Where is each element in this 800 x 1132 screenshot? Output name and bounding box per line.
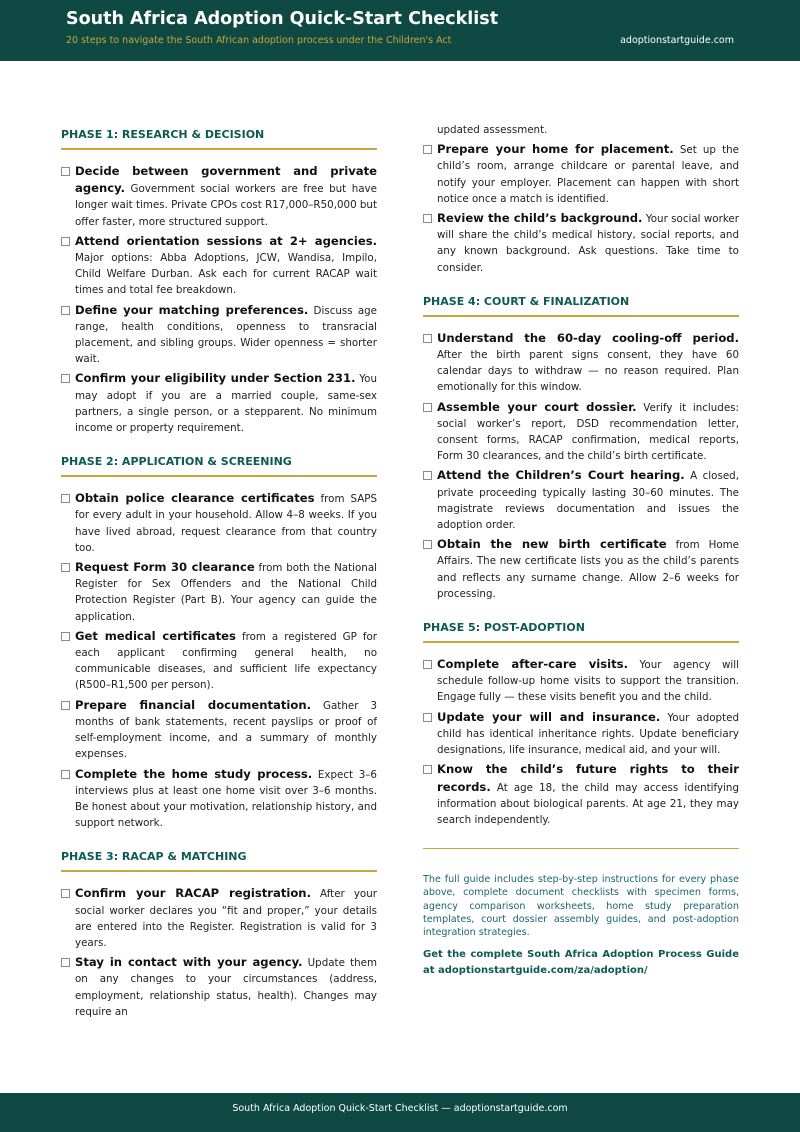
item-continuation: updated assessment.: [437, 124, 548, 136]
checkbox[interactable]: [61, 632, 70, 641]
checklist-item: [61, 628, 377, 694]
phase-3-list: [61, 885, 377, 1020]
checkbox[interactable]: [423, 471, 432, 480]
checklist-item: [61, 559, 377, 625]
checklist-item: [61, 490, 377, 556]
checkbox[interactable]: [61, 701, 70, 710]
item-text: A closed, private proceeding typically lasting 30–60 minutes. The magistrate reviews documentation and issues the adoption order.: [437, 470, 739, 532]
checklist-item: [423, 399, 739, 465]
item-text: from both the National Register for Sex Offenders and the National Child Protection Register (Part B). Your agency can guide the application.: [75, 562, 377, 623]
site-url: adoptionstartguide.com: [620, 35, 734, 46]
item-title: Review the child’s background.: [437, 211, 643, 226]
checklist-item: [423, 761, 739, 828]
item-text: Your adopted child has identical inheritance rights. Update beneficiary designations, life insurance, medical aid, and your will.: [437, 711, 739, 757]
checklist-item: [423, 467, 739, 533]
phase-5-heading: PHASE 5: POST-ADOPTION: [423, 621, 739, 643]
item-text: from Home Affairs. The new certificate lists you as the child’s parents and reflects any surname change. Allow 2–6 weeks for processing.: [437, 539, 739, 600]
phase-4-heading: PHASE 4: COURT & FINALIZATION: [423, 295, 739, 317]
item-text: Expect 3–6 interviews plus at least one home visit over 3–6 months. Be honest about your motivation, relationship history, and support network.: [75, 768, 377, 830]
item-title: Attend the Children’s Court hearing.: [437, 468, 685, 483]
item-title: Update your will and insurance.: [437, 709, 661, 724]
phase-3-list-continued: [423, 141, 739, 276]
page-subtitle: 20 steps to navigate the South African adoption process under the Children's Act: [66, 35, 452, 46]
page-header: [0, 0, 800, 61]
item-text: Major options: Abba Adoptions, JCW, Wandisa, Impilo, Child Welfare Durban. Ask each for current RACAP wait times and total fee breakdown.: [75, 252, 377, 297]
item-text: You may adopt if you are a married couple, same-sex partners, a single person, or a stepparent. No minimum income or property requirement.: [75, 373, 377, 435]
left-column: [61, 122, 377, 1023]
checklist-item: [61, 370, 377, 436]
item-title: Get medical certificates: [75, 628, 236, 643]
item-title: Prepare financial documentation.: [75, 697, 311, 712]
item-title: Stay in contact with your agency.: [75, 955, 303, 970]
checklist-item: [423, 536, 739, 602]
promo-text: The full guide includes step-by-step instructions for every phase above, complete document checklists with specimen forms, agency comparison worksheets, home study preparation templates, court dossier assembly guides, and post-adoption integration strategies.: [423, 874, 739, 938]
phase-5-list: [423, 656, 739, 828]
page-footer: [0, 1093, 800, 1132]
checkbox[interactable]: [61, 494, 70, 503]
item-title: Decide between government and private agency.: [75, 164, 377, 196]
phase-1-heading: PHASE 1: RESEARCH & DECISION: [61, 128, 377, 150]
item-text: Government social workers are free but have longer wait times. Private CPOs cost R17,000–R50,000 but offer faster, more structured support.: [75, 183, 377, 228]
checkbox[interactable]: [423, 713, 432, 722]
checkbox[interactable]: [61, 237, 70, 246]
checkbox[interactable]: [61, 889, 70, 898]
checklist-item: [423, 330, 739, 396]
checkbox[interactable]: [61, 563, 70, 572]
item-title: Confirm your eligibility under Section 231.: [75, 371, 356, 386]
checklist-item: [61, 233, 377, 299]
checklist-item: [423, 210, 739, 276]
checklist-item: [61, 885, 377, 951]
item-text: Gather 3 months of bank statements, recent payslips or proof of self-employment income, and a summary of monthly expenses.: [75, 699, 377, 761]
section-divider: [423, 848, 739, 849]
item-title: Request Form 30 clearance: [75, 560, 255, 575]
item-text: Verify it includes: social worker’s report, DSD recommendation letter, consent forms, RACAP confirmation, medical reports, Form 30 clearances, and the child’s birth certificate.: [437, 401, 739, 463]
item-text: After the birth parent signs consent, they have 60 calendar days to withdraw — no reason required. Plan emotionally for this window.: [437, 349, 739, 394]
checkbox[interactable]: [61, 374, 70, 383]
checklist-item: [61, 163, 377, 230]
checkbox[interactable]: [61, 770, 70, 779]
item-text: At age 18, the child may access identifying information about biological parents. At age 21, they may search independently.: [437, 781, 739, 826]
checkbox[interactable]: [423, 334, 432, 343]
item-text: Update them on any changes to your circumstances (address, employment, relationship status, health). Changes may require an: [75, 957, 377, 1018]
item-text: Set up the child’s room, arrange childcare or parental leave, and notify your employer. Placement can happen with short notice once a match is identified.: [437, 144, 739, 205]
checklist-item: [423, 141, 739, 207]
checklist-item: [61, 954, 377, 1020]
item-text: After your social worker declares you “fit and proper,” your details are entered into the Register. Registration is valid for 3 years.: [75, 888, 377, 949]
item-title: Assemble your court dossier.: [437, 399, 637, 414]
phase-4-list: [423, 330, 739, 602]
item-title: Prepare your home for placement.: [437, 142, 674, 157]
checkbox[interactable]: [61, 306, 70, 315]
item-text: Your social worker will share the child’s medical history, social reports, and any known background. Ask questions. Take time to consider.: [437, 213, 739, 274]
checkbox[interactable]: [61, 958, 70, 967]
checkbox[interactable]: [423, 540, 432, 549]
checkbox[interactable]: [423, 765, 432, 774]
checkbox[interactable]: [423, 214, 432, 223]
guide-link[interactable]: Get the complete South Africa Adoption Process Guide at adoptionstartguide.com/za/adoption/: [423, 949, 739, 977]
item-title: Confirm your RACAP registration.: [75, 886, 311, 901]
phase-3-heading: PHASE 3: RACAP & MATCHING: [61, 850, 377, 872]
checkbox[interactable]: [423, 145, 432, 154]
item-title: Know the child’s future rights to their records.: [437, 762, 739, 794]
checklist-item: [61, 302, 377, 368]
checklist-item: [61, 697, 377, 763]
phase-1-list: [61, 163, 377, 436]
item-title: Define your matching preferences.: [75, 302, 309, 317]
item-title: Obtain police clearance certificates: [75, 491, 315, 506]
footer-text: South Africa Adoption Quick-Start Checklist — adoptionstartguide.com: [232, 1103, 568, 1114]
item-title: Understand the 60-day cooling-off period.: [437, 330, 739, 345]
right-column: [423, 122, 739, 979]
phase-2-heading: PHASE 2: APPLICATION & SCREENING: [61, 455, 377, 477]
item-title: Complete after-care visits.: [437, 657, 628, 672]
item-text: Your agency will schedule follow-up home visits to support the transition. Engage fully — these visits benefit you and the child.: [437, 659, 739, 704]
phase-2-list: [61, 490, 377, 831]
checkbox[interactable]: [61, 167, 70, 176]
item-title: Complete the home study process.: [75, 766, 313, 781]
checklist-item: [423, 709, 739, 759]
checkbox[interactable]: [423, 660, 432, 669]
checklist-item: [423, 656, 739, 706]
item-title: Attend orientation sessions at 2+ agencies.: [75, 233, 377, 248]
item-text: from a registered GP for each applicant confirming general health, no communicable diseases, and sufficient life expectancy (R500–R1,500 per person).: [75, 630, 377, 692]
checkbox[interactable]: [423, 403, 432, 412]
item-title: Obtain the new birth certificate: [437, 537, 667, 552]
item-text: from SAPS for every adult in your household. Allow 4–8 weeks. If you have lived abroad, request clearance from that country too.: [75, 493, 377, 554]
item-text: Discuss age range, health conditions, openness to transracial placement, and sibling groups. Wider openness = shorter wait.: [75, 304, 377, 366]
checklist-item: [61, 766, 377, 832]
page-title: South Africa Adoption Quick-Start Checklist: [66, 9, 499, 29]
